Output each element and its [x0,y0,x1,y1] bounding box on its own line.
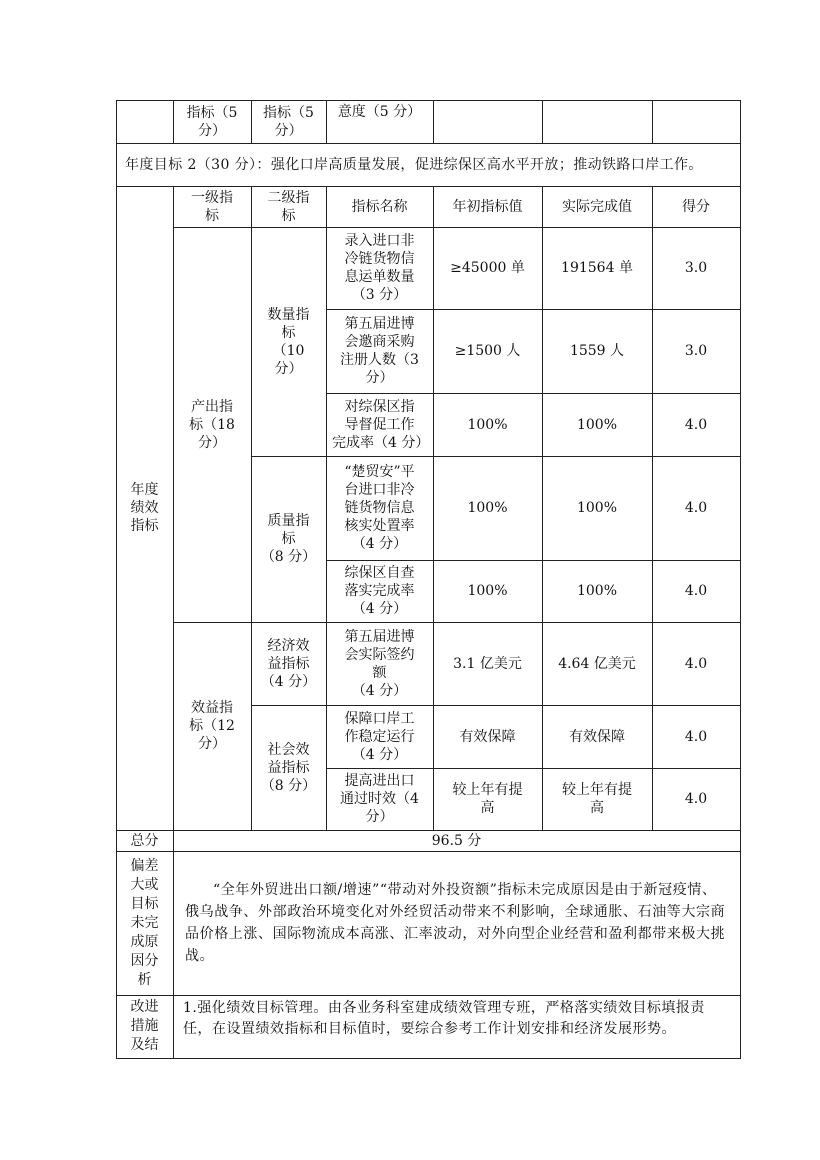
rule [652,100,653,143]
actual-value: 100% [576,416,618,433]
total-value: 96.5 分 [431,832,482,849]
level2-quantity: 数量指 标 （10 分） [267,306,310,377]
annual-goal-2: 年度目标 2（30 分）：强化口岸高质量发展，促进综保区高水平开放；推动铁路口岸工作。 [125,156,703,173]
top-row-cell-level2: 指标（5 分） [263,104,314,139]
rule [433,100,434,143]
level2-social: 社会效 益指标 （8 分） [260,741,317,794]
target-value: 有效保障 [459,728,516,745]
rule [740,100,741,1058]
score-value: 4.0 [684,583,708,599]
target-value: 100% [467,416,508,433]
actual-value: 4.64 亿美元 [558,655,636,672]
score-value: 4.0 [684,728,708,745]
total-label: 总分 [130,832,159,849]
indicator-name: 综保区自查 落实完成率 （4 分） [344,565,415,617]
score-value: 4.0 [684,500,708,516]
improvement-label: 改进 措施 及结 [130,999,159,1053]
top-row-cell-name: 意度（5 分） [337,104,422,120]
score-value: 4.0 [684,791,708,807]
header-level2: 二级指 标 [267,189,310,224]
target-value: 100% [467,500,508,516]
target-value: ≥45000 单 [450,260,525,276]
improvement-text: 1.强化绩效目标管理。由各业务科室建成绩效管理专班，严格落实绩效目标填报责任，在设置绩效指标和目标值时，要综合参考工作计划安排和经济发展形势。 [183,1000,705,1037]
indicator-name: 保障口岸工 作稳定运行 （4 分） [344,710,415,763]
target-value: 100% [467,583,508,599]
level1-benefit: 效益指 标（12 分） [189,700,235,752]
header-actual-value: 实际完成值 [562,198,632,215]
indicator-name: 第五届进博 会实际签约 额 （4 分） [344,628,415,699]
indicator-name: “楚贸安”平 台进口非冷 链货物信息 核实处置率 （4 分） [344,464,415,552]
score-value: 3.0 [684,343,708,359]
level2-quality: 质量指 标 （8 分） [260,513,317,565]
header-indicator-name: 指标名称 [351,198,408,215]
actual-value: 有效保障 [569,728,625,745]
header-score: 得分 [682,198,710,215]
level2-economic: 经济效 益指标 （4 分） [260,637,317,690]
target-value: 3.1 亿美元 [453,655,522,672]
target-value: ≥1500 人 [454,343,521,359]
indicator-name: 对综保区指 导督促工作 完成率（4 分） [332,398,430,451]
rule [116,1058,741,1059]
actual-value: 100% [576,583,618,599]
actual-value: 较上年有提 高 [562,782,632,816]
header-level1: 一级指 标 [191,189,233,224]
score-value: 4.0 [684,655,708,672]
rule [542,100,543,143]
indicator-name: 录入进口非 冷链货物信 息运单数量 （3 分） [344,233,415,303]
actual-value: 100% [576,500,618,516]
deviation-text: “全年外贸进出口额/增速”“带动对外投资额”指标未完成原因是由于新冠疫情、俄乌战争、外部政治环境变化对外经贸活动带来不利影响，全球通胀、石油等大宗商品价格上涨、国际物流成本高涨、汇率波动，对外向型企业经营和盈利都带来极大挑战。 [185,882,726,964]
deviation-label: 偏差 大或 目标 未完 成原 因分 析 [130,857,159,988]
level1-output: 产出指 标（18 分） [189,398,235,451]
top-row-cell-level1: 指标（5 分） [186,104,238,139]
score-value: 3.0 [684,260,708,276]
target-value: 较上年有提 高 [452,782,523,816]
indicator-name: 第五届进博 会邀商采购 注册人数（3 分） [340,316,419,386]
score-value: 4.0 [684,416,708,433]
actual-value: 1559 人 [569,343,625,359]
indicator-name: 提高进出口 通过时效（4 分） [340,773,419,825]
actual-value: 191564 单 [561,260,633,276]
header-target-value: 年初指标值 [452,198,523,215]
annual-performance-label: 年度 绩效 指标 [130,482,159,534]
